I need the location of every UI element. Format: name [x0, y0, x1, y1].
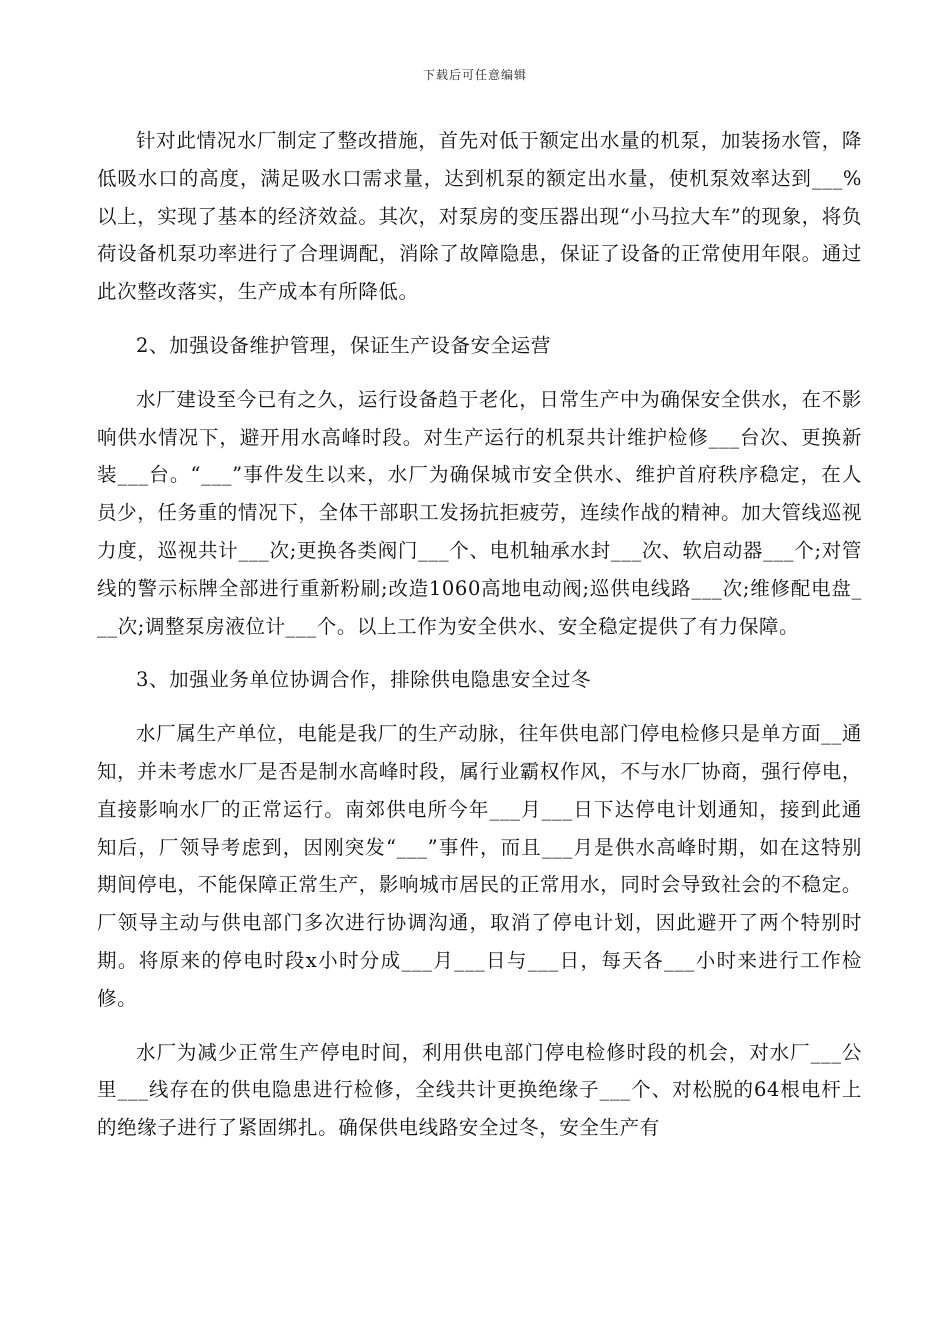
paragraph-power-line-inspection: 水厂为减少正常生产停电时间，利用供电部门停电检修时段的机会，对水厂___公里___线存在的供电隐患进行检修，全线共计更换绝缘子___个、对松脱的64根电杆上的绝缘子进行了紧固绑扎。确保供电线路安全过冬，安全生产有 [97, 1040, 862, 1140]
section-heading-power-coordination: 3、加强业务单位协调合作，排除供电隐患安全过冬 [136, 668, 592, 692]
section-heading-equipment-maintenance: 2、加强设备维护管理，保证生产设备安全运营 [136, 333, 552, 357]
paragraph-equipment-maintenance: 水厂建设至今已有之久，运行设备趋于老化，日常生产中为确保安全供水，在不影响供水情况下，避开用水高峰时段。对生产运行的机泵共计维护检修___台次、更换新装___台。“___”事件发生以来，水厂为确保城市安全供水、维护首府秩序稳定，在人员少，任务重的情况下，全体干部职工发扬抗拒疲劳，连续作战的精神。加大管线巡视力度，巡视共计___次;更换各类阀门___个、电机轴承水封___次、软启动器___个;对管线的警示标牌全部进行重新粉刷;改造1060高地电动阀;巡供电线路___次;维修配电盘___次;调整泵房液位计___个。以上工作为安全供水、安全稳定提供了有力保障。 [97, 387, 862, 638]
paragraph-power-coordination: 水厂属生产单位，电能是我厂的生产动脉，往年供电部门停电检修只是单方面__通知，并未考虑水厂是否是制水高峰时段，属行业霸权作风，不与水厂协商，强行停电，直接影响水厂的正常运行。南郊供电所今年___月___日下达停电计划通知，接到此通知后，厂领导考虑到，因刚突发“___”事件，而且___月是供水高峰时期，如在这特别期间停电，不能保障正常生产，影响城市居民的正常用水，同时会导致社会的不稳定。厂领导主动与供电部门多次进行协调沟通，取消了停电计划，因此避开了两个特别时期。将原来的停电时段x小时分成___月___日与___日，每天各___小时来进行工作检修。 [97, 722, 862, 1010]
document-body [97, 122, 862, 1147]
page-header: 下载后可任意编辑 [422, 68, 527, 82]
paragraph-rectification-measures: 针对此情况水厂制定了整改措施，首先对低于额定出水量的机泵，加装扬水管，降低吸水口的高度，满足吸水口需求量，达到机泵的额定出水量，使机泵效率达到___%以上，实现了基本的经济效益。其次，对泵房的变压器出现“小马拉大车”的现象，将负荷设备机泵功率进行了合理调配，消除了故障隐患，保证了设备的正常使用年限。通过此次整改落实，生产成本有所降低。 [97, 129, 862, 304]
